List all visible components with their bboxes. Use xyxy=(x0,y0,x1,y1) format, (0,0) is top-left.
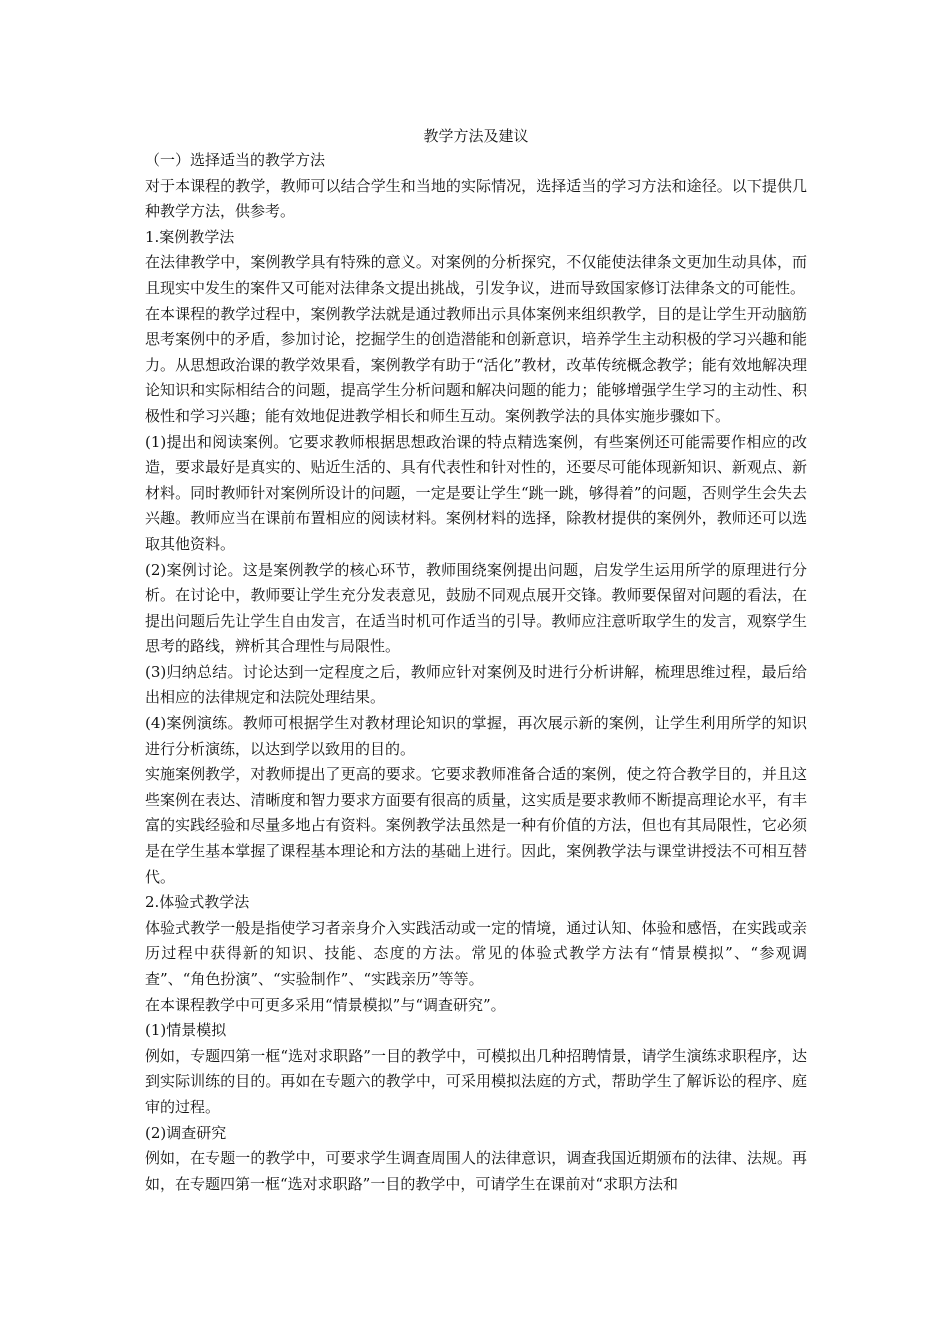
paragraph-experiential-definition: 体验式教学一般是指使学习者亲身介入实践活动或一定的情境，通过认知、体验和感悟，在实践或亲历过程中获得新的知识、技能、态度的方法。常见的体验式教学方法有“情景模拟”、“参观调查”、“角色扮演”、“实验制作”、“实践亲历”等等。 xyxy=(145,918,807,988)
document-title: 教学方法及建议 xyxy=(423,127,529,145)
document-page xyxy=(145,126,807,1197)
paragraph-case-process: 在本课程的教学过程中，案例教学法就是通过教师出示具体案例来组织教学，目的是让学生开动脑筋思考案例中的矛盾，参加讨论，挖掘学生的创造潜能和创新意识，培养学生主动积极的学习兴趣和能力。从思想政治课的教学效果看，案例教学有助于“活化”教材，改革传统概念教学；能有效地解决理论知识和实际相结合的问题，提高学生分析问题和解决问题的能力；能够增强学生学习的主动性、积极性和学习兴趣；能有效地促进教学相长和师生互动。案例教学法的具体实施步骤如下。 xyxy=(145,304,807,425)
paragraph-step-3: (3)归纳总结。讨论达到一定程度之后，教师应针对案例及时进行分析讲解，梳理思维过程，最后给出相应的法律规定和法院处理结果。 xyxy=(145,662,807,707)
heading-experiential-method: 2.体验式教学法 xyxy=(145,893,250,912)
subheading-survey-research: (2)调查研究 xyxy=(145,1123,227,1142)
paragraph-scenario-example: 例如，专题四第一框“选对求职路”一目的教学中，可模拟出几种招聘情景，请学生演练求职程序，达到实际训练的目的。再如在专题六的教学中，可采用模拟法庭的方式，帮助学生了解诉讼的程序、庭审的过程。 xyxy=(145,1046,807,1116)
paragraph-case-requirements: 实施案例教学，对教师提出了更高的要求。它要求教师准备合适的案例，使之符合教学目的，并且这些案例在表达、清晰度和智力要求方面要有很高的质量，这实质是要求教师不断提高理论水平，有丰富的实践经验和尽量多地占有资料。案例教学法虽然是一种有价值的方法，但也有其局限性，它必须是在学生基本掌握了课程基本理论和方法的基础上进行。因此，案例教学法与课堂讲授法不可相互替代。 xyxy=(145,765,807,886)
paragraph-step-1: (1)提出和阅读案例。它要求教师根据思想政治课的特点精选案例，有些案例还可能需要作相应的改造，要求最好是真实的、贴近生活的、具有代表性和针对性的，还要尽可能体现新知识、新观点、新材料。同时教师针对案例所设计的问题，一定是要让学生“跳一跳，够得着”的问题，否则学生会失去兴趣。教师应当在课前布置相应的阅读材料。案例材料的选择，除教材提供的案例外，教师还可以选取其他资料。 xyxy=(145,432,807,553)
paragraph-intro: 对于本课程的教学，教师可以结合学生和当地的实际情况，选择适当的学习方法和途径。以下提供几种教学方法，供参考。 xyxy=(145,176,807,221)
subheading-scenario-simulation: (1)情景模拟 xyxy=(145,1021,227,1040)
heading-case-method: 1.案例教学法 xyxy=(145,227,235,246)
paragraph-experiential-usage: 在本课程教学中可更多采用“情景模拟”与“调查研究”。 xyxy=(145,995,506,1014)
paragraph-survey-example: 例如，在专题一的教学中，可要求学生调查周围人的法律意识，调查我国近期颁布的法律、法规。再如，在专题四第一框“选对求职路”一目的教学中，可请学生在课前对“求职方法和 xyxy=(145,1149,807,1193)
paragraph-case-significance: 在法律教学中，案例教学具有特殊的意义。对案例的分析探究，不仅能使法律条文更加生动具体，而且现实中发生的案件又可能对法律条文提出挑战，引发争议，进而导致国家修订法律条文的可能性。 xyxy=(145,253,807,297)
paragraph-step-4: (4)案例演练。教师可根据学生对教材理论知识的掌握，再次展示新的案例，让学生利用所学的知识进行分析演练，以达到学以致用的目的。 xyxy=(145,714,807,758)
section-heading-choose-method: （一）选择适当的教学方法 xyxy=(145,151,326,169)
paragraph-step-2: (2)案例讨论。这是案例教学的核心环节，教师围绕案例提出问题，启发学生运用所学的原理进行分析。在讨论中，教师要让学生充分发表意见，鼓励不同观点展开交锋。教师要保留对问题的看法，在提出问题后先让学生自由发言，在适当时机可作适当的引导。教师应注意听取学生的发言，观察学生思考的路线，辨析其合理性与局限性。 xyxy=(145,560,807,656)
